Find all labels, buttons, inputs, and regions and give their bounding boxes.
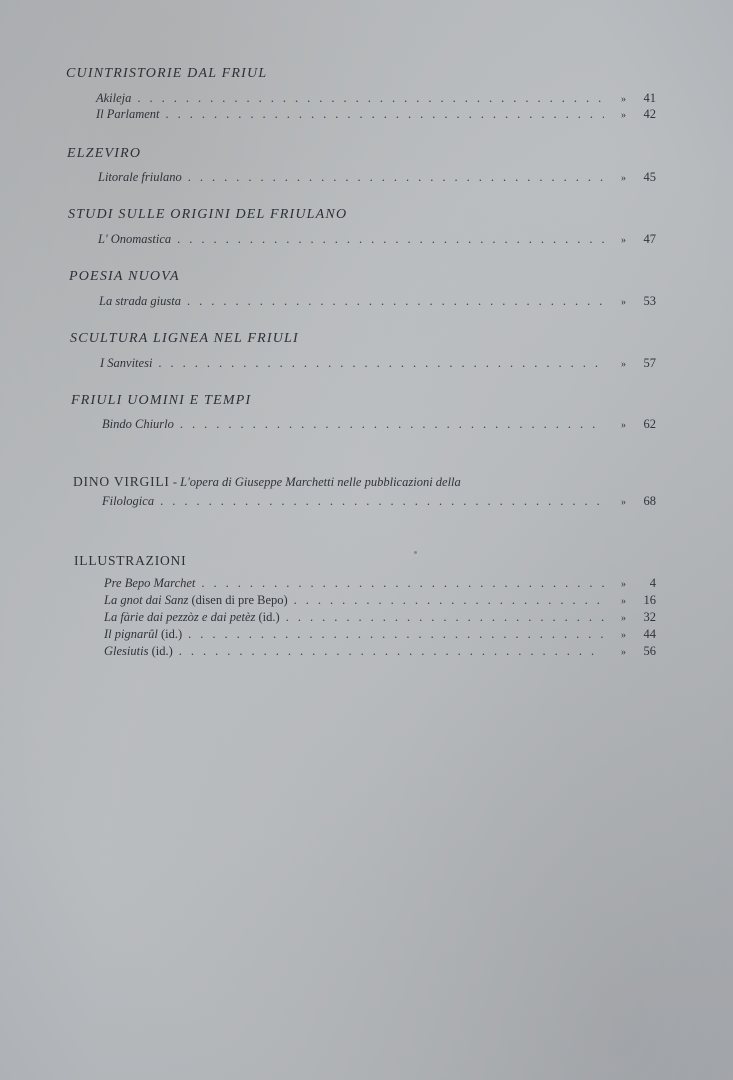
page-number: 56 [643,644,656,658]
toc-entry-i-sanvitesi [100,356,656,372]
ditto-marker: » [621,630,626,641]
page-number: 68 [643,494,656,508]
leader-dots [158,356,604,371]
ditto-marker: » [621,579,626,590]
entry-label: Glesiutis [104,644,149,658]
entry-label: Pre Bepo Marchet [104,576,196,590]
toc-entry-onomastica [98,232,656,248]
toc-entry-glesiutis [104,644,656,660]
toc-entry-il-parlament [96,107,656,123]
ditto-marker: » [621,647,626,658]
article-title-line1: L'opera di Giuseppe Marchetti nelle pubblicazioni della [180,475,461,489]
leader-dots [188,627,604,642]
leader-dots [137,91,604,106]
ditto-marker: » [621,596,626,607]
ditto-marker: » [621,235,626,246]
page-number: 47 [643,232,656,246]
page-number: 4 [649,576,656,590]
leader-dots [286,610,604,625]
ditto-marker: » [621,420,626,431]
leader-dots [166,107,604,122]
page-number: 45 [643,170,656,184]
page-number: 41 [643,91,656,105]
entry-label: La strada giusta [99,294,181,308]
entry-label: Litorale friulano [98,170,182,184]
leader-dots [160,494,604,509]
ditto-marker: » [621,497,626,508]
section-title-scultura: SCULTURA LIGNEA NEL FRIULI [70,331,299,346]
page-number: 16 [643,593,656,607]
section-title-poesia-nuova: POESIA NUOVA [69,269,180,284]
entry-label: Il pignarûl [104,627,158,641]
ditto-marker: » [621,110,626,121]
section-title-cuintristorie: CUINTRISTORIE DAL FRIUL [66,66,268,81]
leader-dots [201,576,604,591]
ditto-marker: » [621,613,626,624]
leader-dots [188,170,604,185]
entry-label: L' Onomastica [98,232,172,246]
page-number: 42 [643,107,656,121]
toc-entry-la-strada-giusta [99,294,656,310]
toc-entry-virgili-line2 [102,494,656,510]
toc-entry-la-gnot-dai-sanz [104,593,656,609]
entry-label: I Sanvitesi [100,356,153,370]
entry-label: La fàrie dai pezzòz e dai petèz [104,610,256,624]
leader-dots [187,294,604,309]
ditto-marker: » [621,297,626,308]
entry-note: (id.) [148,644,173,658]
page-number: 32 [643,610,656,624]
page-number: 44 [643,627,656,641]
toc-entry-pre-bepo-marchet [104,576,656,592]
page-number: 57 [643,356,656,370]
toc-entry-akileja [96,91,656,107]
leader-dots [177,232,604,247]
section-title-studi: STUDI SULLE ORIGINI DEL FRIULANO [68,207,348,222]
leader-dots [179,644,604,659]
author-name: DINO VIRGILI [73,474,170,489]
entry-label: La gnot dai Sanz [104,593,189,607]
entry-note: (id.) [255,610,280,624]
ditto-marker: » [621,173,626,184]
leader-dots [294,593,604,608]
entry-note: (disen di pre Bepo) [188,593,288,607]
ditto-marker: » [621,94,626,105]
section-title-illustrazioni: ILLUSTRAZIONI [74,553,187,568]
toc-entry-bindo-chiurlo [102,417,656,433]
ditto-marker: » [621,359,626,370]
section-title-elzeviro: ELZEVIRO [67,146,142,161]
separator: - [169,475,181,489]
page-number: 53 [643,294,656,308]
entry-label: Il Parlament [96,107,160,121]
entry-label: Bindo Chiurlo [102,417,174,431]
entry-note: (id.) [157,627,183,641]
page-number: 62 [643,417,656,431]
leader-dots [180,417,604,432]
toc-entry-litorale-friulano [98,170,656,186]
toc-entry-virgili-line1 [73,474,656,492]
entry-label: Akileja [96,91,132,105]
section-title-friuli-uomini: FRIULI UOMINI E TEMPI [71,393,252,408]
article-title-line2: Filologica [102,494,155,508]
toc-entry-il-pignarul [104,627,656,643]
ink-speck [414,551,417,554]
toc-entry-la-farie [104,610,656,626]
